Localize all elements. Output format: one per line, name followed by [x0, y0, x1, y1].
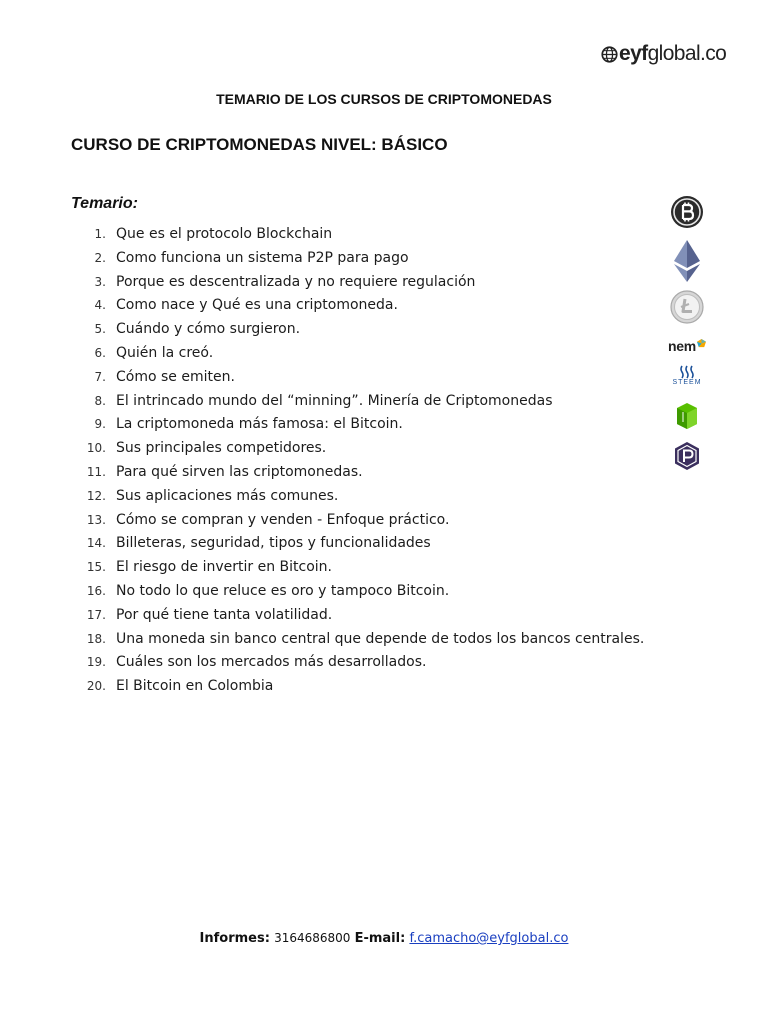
topic-number: 17. — [86, 607, 106, 622]
topic-text: Cuándo y cómo surgieron. — [116, 321, 301, 338]
topic-text: Sus principales competidores. — [116, 440, 327, 457]
topic-text: Una moneda sin banco central que depende de todos los bancos centrales. — [116, 630, 645, 647]
topic-number: 12. — [86, 488, 106, 503]
topic-text: Quién la creó. — [116, 344, 214, 361]
topic-text: El intrincado mundo del “minning”. Minería de Criptomonedas — [116, 392, 553, 409]
topic-text: Porque es descentralizada y no requiere regulación — [116, 273, 476, 290]
topic-number: 10. — [86, 441, 106, 456]
topic-text: El Bitcoin en Colombia — [116, 678, 274, 695]
document-title: TEMARIO DE LOS CURSOS DE CRIPTOMONEDAS — [216, 91, 552, 107]
phone-number: 3164686800 — [274, 931, 351, 945]
topic-number: 4. — [94, 298, 106, 313]
informes-label: Informes: — [199, 931, 270, 946]
topic-text: Billeteras, seguridad, tipos y funcionalidades — [116, 535, 431, 552]
topic-number: 11. — [86, 464, 106, 479]
topic-text: Como funciona un sistema P2P para pago — [116, 249, 409, 266]
topic-number: 7. — [94, 369, 106, 384]
neo-icon — [664, 402, 710, 430]
topic-number: 2. — [94, 250, 106, 265]
topic-number: 15. — [86, 560, 106, 575]
steem-label: STEEM — [672, 379, 702, 386]
nem-label: nem — [668, 338, 696, 354]
topic-text: Para qué sirven las criptomonedas. — [116, 463, 363, 480]
topic-number: 20. — [86, 679, 106, 694]
topic-number: 18. — [86, 631, 106, 646]
course-heading: CURSO DE CRIPTOMONEDAS NIVEL: BÁSICO — [71, 135, 448, 154]
topic-number: 1. — [94, 227, 106, 241]
topic-number: 19. — [86, 655, 106, 670]
topic-text: La criptomoneda más famosa: el Bitcoin. — [116, 416, 403, 433]
topic-text: Cuáles son los mercados más desarrollados. — [116, 654, 427, 671]
topic-text: El riesgo de invertir en Bitcoin. — [116, 559, 332, 576]
topic-number: 9. — [94, 417, 106, 432]
steem-icon — [679, 365, 695, 379]
litecoin-icon — [664, 290, 710, 324]
topic-number: 6. — [94, 345, 106, 360]
topic-text: Sus aplicaciones más comunes. — [116, 487, 339, 504]
topic-number: 8. — [94, 393, 106, 408]
topic-number: 14. — [86, 536, 106, 551]
topic-number: 5. — [94, 322, 106, 337]
ethereum-icon — [664, 239, 710, 283]
nem-logo — [664, 338, 710, 354]
logo-text-bold: eyf — [619, 42, 648, 65]
temario-label: Temario: — [71, 195, 138, 212]
globe-icon — [601, 46, 618, 63]
topic-text: Que es el protocolo Blockchain — [116, 226, 333, 242]
topic-text: Como nace y Qué es una criptomoneda. — [116, 297, 398, 314]
topic-number: 13. — [86, 512, 106, 527]
topic-text: No todo lo que reluce es oro y tampoco Bitcoin. — [116, 582, 450, 599]
bitcoin-icon — [664, 195, 710, 229]
company-logo — [601, 42, 726, 66]
topic-text: Cómo se compran y venden - Enfoque práctico. — [116, 511, 450, 528]
topic-text: Por qué tiene tanta volatilidad. — [116, 606, 333, 623]
topic-number: 16. — [86, 583, 106, 598]
topic-number: 3. — [94, 274, 106, 289]
footer-contact — [0, 931, 768, 946]
nem-mark-icon — [697, 339, 706, 348]
pivx-icon — [664, 441, 710, 471]
email-link[interactable]: f.camacho@eyfglobal.co — [409, 931, 569, 946]
logo-text-rest: global.co — [647, 42, 727, 65]
topic-text: Cómo se emiten. — [116, 368, 235, 385]
steem-logo — [664, 365, 710, 386]
email-label: E-mail: — [354, 931, 406, 946]
